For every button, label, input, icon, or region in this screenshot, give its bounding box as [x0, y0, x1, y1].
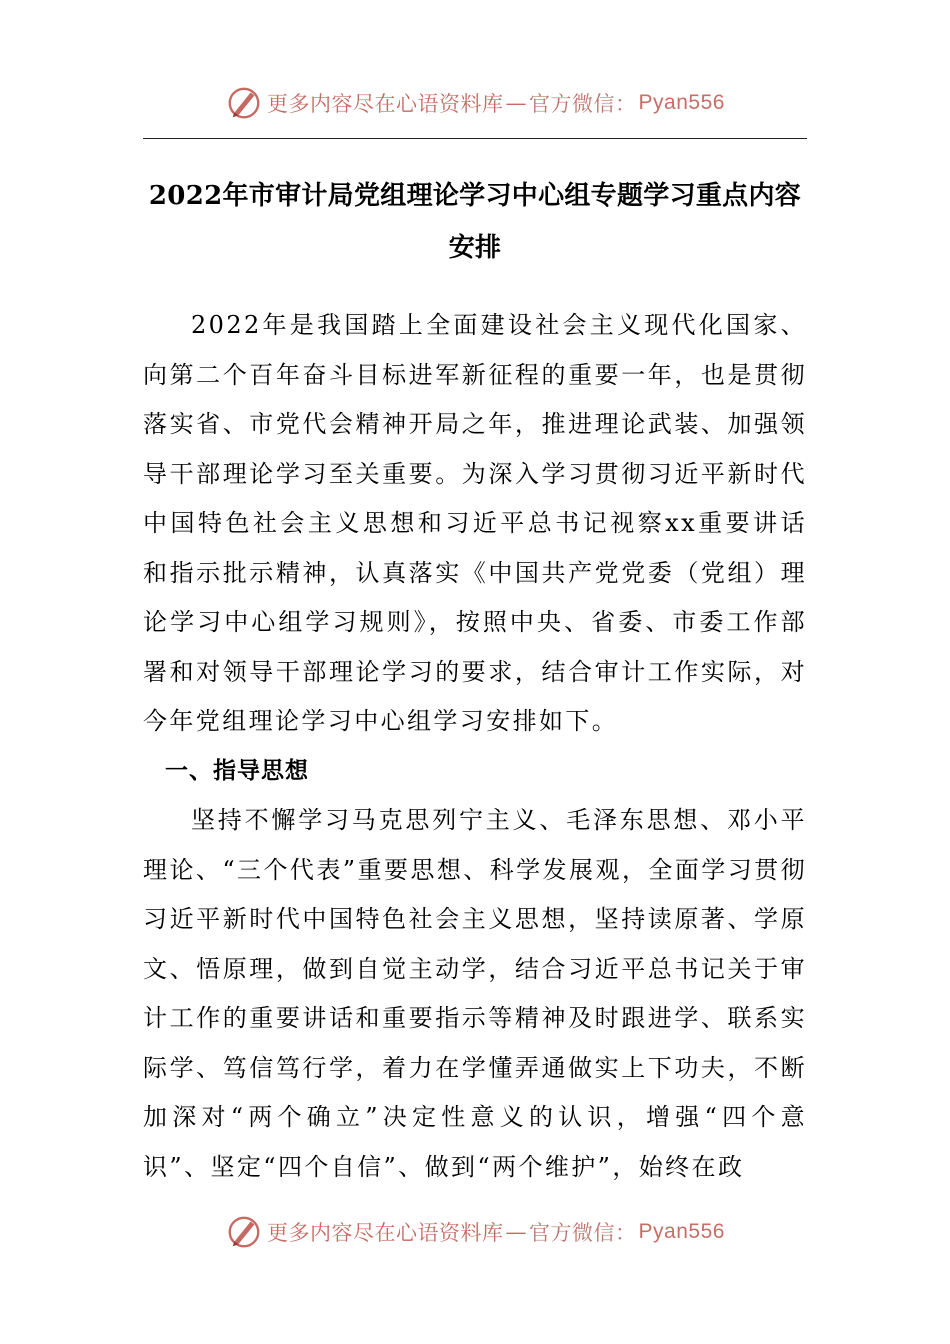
section-heading-guiding-ideology: 一、指导思想 — [165, 757, 309, 784]
watermark-dash: — — [505, 91, 528, 115]
document-body — [143, 301, 807, 1192]
header-watermark — [0, 83, 950, 123]
document-title: 2022年市审计局党组理论学习中心组专题学习重点内容安排 — [148, 181, 802, 263]
intro-paragraph: 2022年是我国踏上全面建设社会主义现代化国家、向第二个百年奋斗目标进军新征程的重要一年，也是贯彻落实省、市党代会精神开局之年，推进理论武装、加强领导干部理论学习至关重要。为深入学习贯彻习近平新时代中国特色社会主义思想和习近平总书记视察xx重要讲话和指示批示精神，认真落实《中国共产党党委（党组）理论学习中心组学习规则》，按照中央、省委、市委工作部署和对领导干部理论学习的要求，结合审计工作实际，对今年党组理论学习中心组学习安排如下。 — [143, 311, 807, 735]
watermark-official-label: 官方微信： — [529, 92, 637, 116]
pen-logo-icon — [225, 1213, 263, 1251]
section-paragraph-guiding-ideology: 坚持不懈学习马克思列宁主义、毛泽东思想、邓小平理论、“三个代表”重要思想、科学发展观，全面学习贯彻习近平新时代中国特色社会主义思想，坚持读原著、学原文、悟原理，做到自觉主动学，结合习近平总书记关于审计工作的重要讲话和重要指示等精神及时跟进学、联系实际学、笃信笃行学，着力在学懂弄通做实上下功夫，不断加深对“两个确立”决定性意义的认识，增强“四个意识”、坚定“四个自信”、做到“两个维护”，始终在政 — [143, 806, 807, 1181]
watermark-official-label: 官方微信： — [529, 1221, 637, 1245]
watermark-wechat-id: Pyan556 — [638, 91, 725, 114]
watermark-text: 更多内容尽在心语资料库 — [267, 92, 504, 116]
watermark-dash: — — [505, 1220, 528, 1244]
header-divider — [143, 138, 807, 139]
watermark-wechat-id: Pyan556 — [638, 1220, 725, 1243]
footer-watermark — [0, 1212, 950, 1252]
pen-logo-icon — [225, 84, 263, 122]
watermark-text: 更多内容尽在心语资料库 — [267, 1221, 504, 1245]
